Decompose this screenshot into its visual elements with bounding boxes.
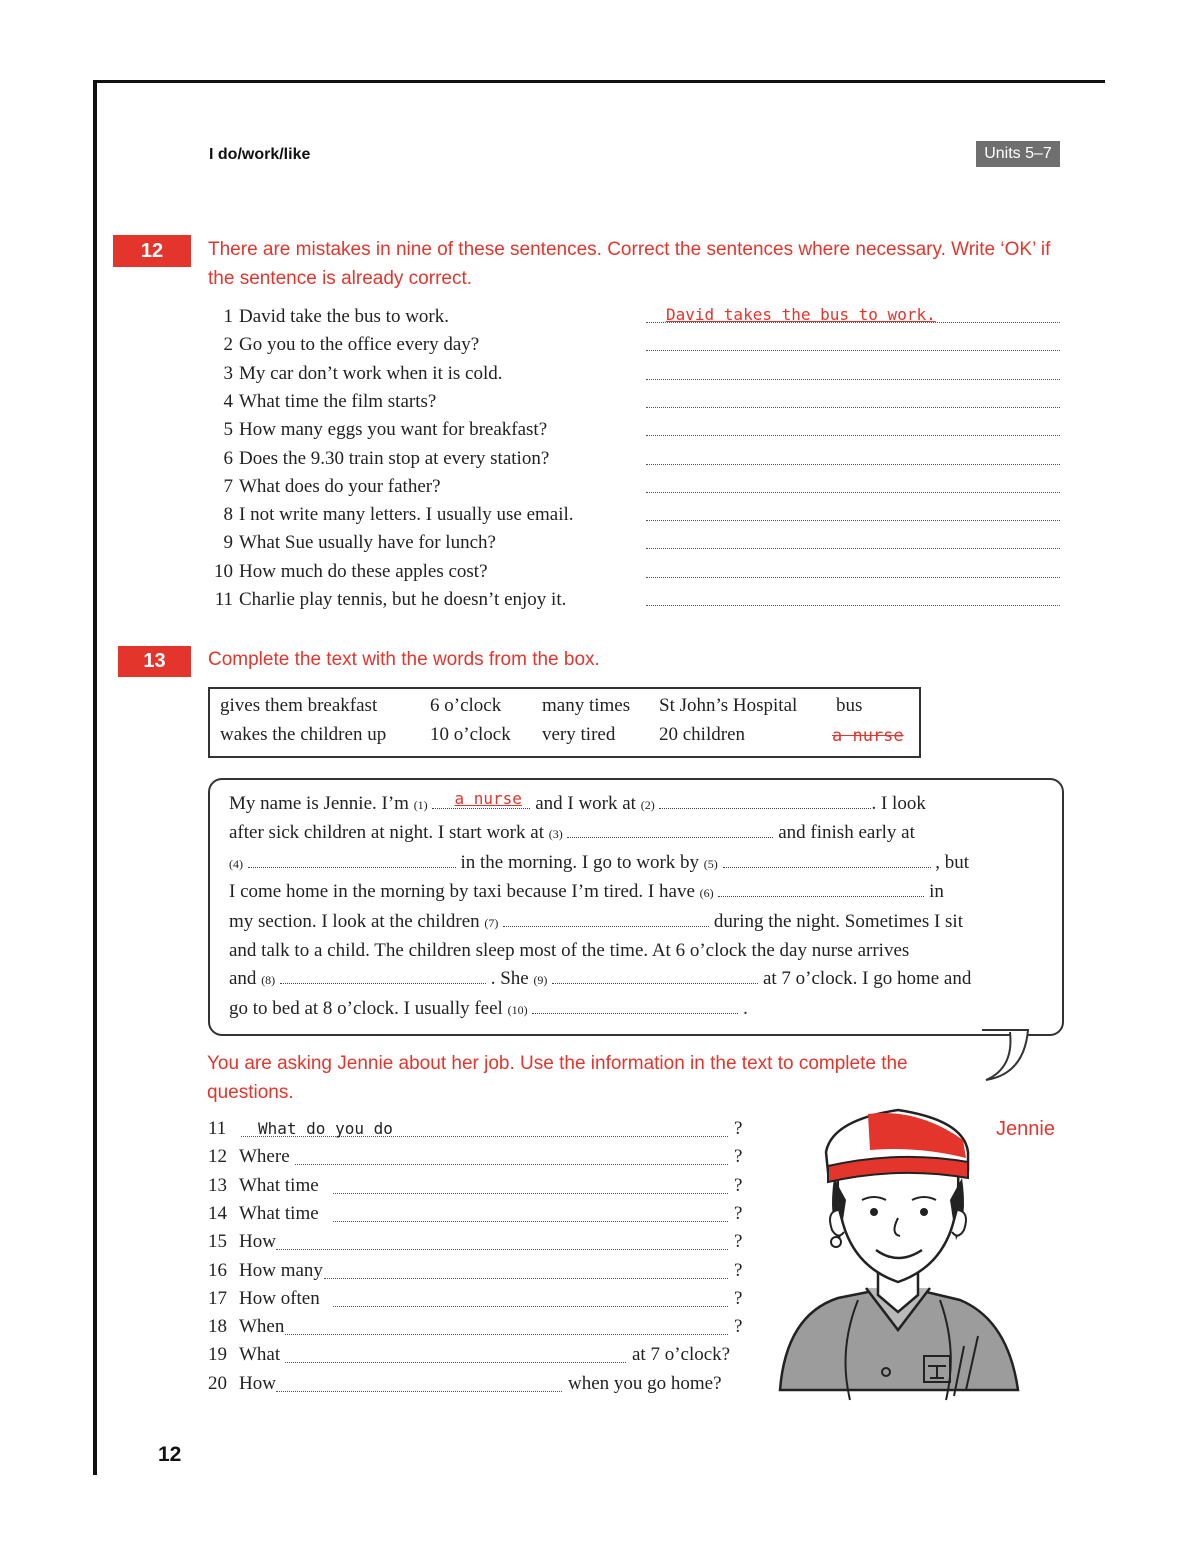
sentence-number: 7 (223, 476, 233, 497)
sentence-text: What does do your father? (239, 476, 441, 497)
word-box-item: 10 o’clock (430, 724, 511, 745)
sentence-row (205, 532, 496, 554)
question-start: How often (239, 1288, 320, 1309)
question-end: ? (734, 1288, 743, 1309)
text-line: and talk to a child. The children sleep most of the time. At 6 o’clock the day nurse arrives (229, 940, 910, 962)
question-start: How (239, 1373, 276, 1394)
word-box-item: wakes the children up (220, 724, 387, 745)
question-end: ? (734, 1260, 743, 1281)
question-start: When (239, 1316, 285, 1337)
word-box (208, 687, 921, 758)
answer-line[interactable] (646, 577, 1060, 578)
sentence-row (205, 306, 449, 328)
question-answer-line[interactable] (285, 1362, 626, 1363)
question-start: What time (239, 1203, 319, 1224)
word-box-item: St John’s Hospital (659, 695, 798, 716)
word-box-item-crossed: a nurse (832, 726, 904, 746)
sentence-text: How many eggs you want for breakfast? (239, 419, 548, 440)
sentence-number: 9 (223, 532, 233, 553)
page-header-title: I do/work/like (209, 146, 311, 163)
sentence-row (205, 448, 549, 470)
answer-line[interactable] (646, 492, 1060, 493)
question-number: 18 (208, 1316, 227, 1337)
answer-line[interactable] (646, 520, 1060, 521)
sentence-text: I not write many letters. I usually use email. (239, 504, 574, 525)
gap-8[interactable] (280, 969, 486, 984)
answer-line[interactable] (646, 379, 1060, 380)
question-start: How many (239, 1260, 323, 1281)
gap-6[interactable] (718, 882, 924, 897)
sentence-text: Does the 9.30 train stop at every station? (239, 448, 550, 469)
sentence-row (205, 589, 566, 611)
question-answer-line[interactable] (295, 1164, 728, 1165)
text-line: I come home in the morning by taxi because I’m tired. I have (6) in (229, 881, 944, 903)
question-answer-line[interactable] (333, 1193, 728, 1194)
question-answer-line[interactable] (324, 1278, 728, 1279)
sentence-number: 11 (214, 589, 233, 610)
handwritten-answer: David takes the bus to work. (666, 305, 936, 324)
gap-1-answer: a nurse (454, 789, 522, 808)
answer-line[interactable] (646, 464, 1060, 465)
question-end: ? (734, 1231, 743, 1252)
sentence-text: Charlie play tennis, but he doesn’t enjoy it. (239, 589, 567, 610)
exercise-12-number: 12 (113, 235, 191, 267)
gap-1[interactable] (432, 789, 530, 809)
word-box-item: many times (542, 695, 631, 716)
question-number: 20 (208, 1373, 227, 1394)
sentence-row (205, 419, 547, 441)
question-end: ? (734, 1175, 743, 1196)
question-start: How (239, 1231, 276, 1252)
sentence-number: 8 (223, 504, 233, 525)
speech-bubble-tail (980, 1028, 1040, 1088)
gap-7[interactable] (503, 912, 709, 927)
question-number: 11 (208, 1118, 227, 1139)
word-box-item: gives them breakfast (220, 695, 378, 716)
gap-10[interactable] (532, 999, 738, 1014)
question-number: 19 (208, 1344, 227, 1365)
sentence-number: 4 (223, 391, 233, 412)
sentence-text: How much do these apples cost? (239, 561, 488, 582)
sentence-text: My car don’t work when it is cold. (239, 363, 503, 384)
question-number: 13 (208, 1175, 227, 1196)
page-number: 12 (158, 1443, 182, 1466)
gap-4[interactable] (248, 853, 456, 868)
sentence-row (205, 476, 441, 498)
sentence-number: 6 (223, 448, 233, 469)
word-box-item: very tired (542, 724, 616, 745)
question-answer-line[interactable] (285, 1334, 728, 1335)
units-badge: Units 5–7 (976, 141, 1060, 167)
question-answer-line[interactable] (276, 1391, 562, 1392)
gap-9[interactable] (552, 969, 758, 984)
question-start: Where (239, 1146, 290, 1167)
question-end: when you go home? (568, 1373, 722, 1394)
jennie-illustration (768, 1100, 1028, 1410)
sentence-row (205, 504, 574, 526)
answer-line[interactable] (646, 407, 1060, 408)
sentence-row (205, 334, 479, 356)
question-number: 15 (208, 1231, 227, 1252)
question-answer-line[interactable] (276, 1249, 728, 1250)
sentence-row (205, 363, 503, 385)
question-end: ? (734, 1316, 743, 1337)
exercise-13-instruction: Complete the text with the words from the box. (208, 649, 600, 670)
sentence-number: 1 (223, 306, 233, 327)
sentence-number: 5 (223, 419, 233, 440)
answer-line[interactable] (646, 548, 1060, 549)
question-answer-line[interactable] (333, 1221, 728, 1222)
text-line: My name is Jennie. I’m (1) a nurse and I work at (2) . I look (229, 790, 1044, 819)
question-number: 17 (208, 1288, 227, 1309)
gap-3[interactable] (567, 823, 773, 838)
sentence-text: What time the film starts? (239, 391, 437, 412)
gap-5[interactable] (723, 853, 931, 868)
word-box-item: bus (836, 695, 863, 716)
gap-2[interactable] (659, 794, 871, 809)
answer-line[interactable] (646, 605, 1060, 606)
question-handwritten-answer: What do you do (258, 1119, 393, 1138)
sentence-row (205, 561, 488, 583)
question-number: 12 (208, 1146, 227, 1167)
question-answer-line[interactable] (333, 1306, 728, 1307)
sentence-text: What Sue usually have for lunch? (239, 532, 496, 553)
exercise-13-number: 13 (118, 646, 191, 677)
question-end: ? (734, 1118, 743, 1139)
text-line: after sick children at night. I start work at (3) and finish early at (229, 822, 915, 844)
sentence-text: David take the bus to work. (239, 306, 450, 327)
exercise-13-instruction-2: You are asking Jennie about her job. Use the information in the text to complete the questions. (207, 1053, 908, 1103)
question-start: What time (239, 1175, 319, 1196)
question-number: 14 (208, 1203, 227, 1224)
question-number: 16 (208, 1260, 227, 1281)
page-frame-left (93, 80, 97, 1475)
text-line: my section. I look at the children (7) during the night. Sometimes I sit (229, 910, 963, 932)
bubble-text (229, 790, 1044, 1024)
character-name-label: Jennie (996, 1118, 1055, 1140)
sentence-number: 2 (223, 334, 233, 355)
exercise-12-instruction: There are mistakes in nine of these sentences. Correct the sentences where necessary. Write ‘OK’ if the sentence is already correct. (208, 239, 1051, 289)
word-box-item: 20 children (659, 724, 746, 745)
sentence-number: 10 (214, 561, 233, 582)
page-frame-top (93, 80, 1105, 83)
question-end: ? (734, 1203, 743, 1224)
text-line: (4) in the morning. I go to work by (5) , but (229, 851, 970, 873)
question-start: What (239, 1344, 281, 1365)
answer-line[interactable] (646, 350, 1060, 351)
sentence-text: Go you to the office every day? (239, 334, 480, 355)
question-end: ? (734, 1146, 743, 1167)
text-line: and (8) . She (9) at 7 o’clock. I go home and (229, 968, 972, 990)
word-box-item: 6 o’clock (430, 695, 502, 716)
text-line: go to bed at 8 o’clock. I usually feel (10) . (229, 997, 748, 1019)
sentence-number: 3 (223, 363, 233, 384)
question-end: at 7 o’clock? (632, 1344, 731, 1365)
answer-line[interactable] (646, 435, 1060, 436)
sentence-row (205, 391, 436, 413)
